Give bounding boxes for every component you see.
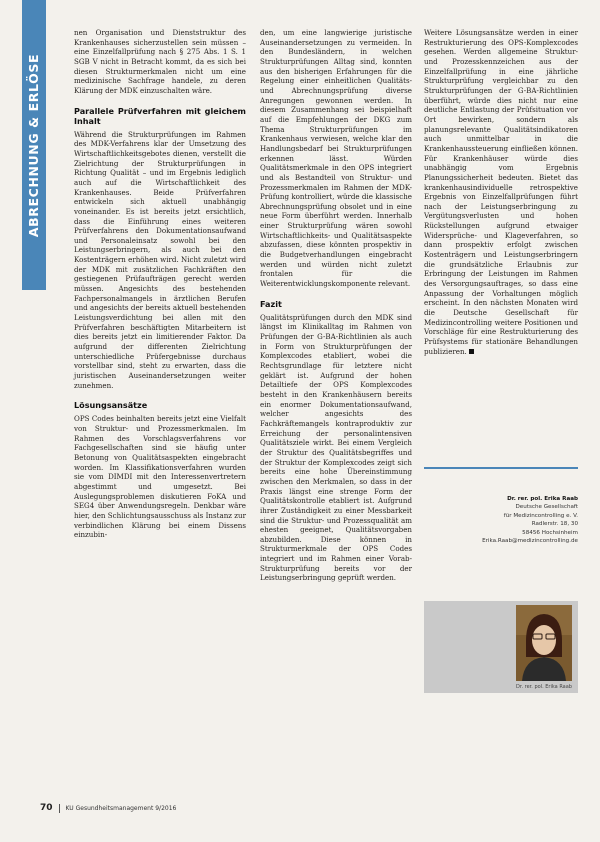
page-number: 70 (40, 803, 53, 813)
heading-parallel-procedures: Parallele Prüfverfahren mit gleichem Inhalt (74, 105, 246, 126)
paragraph (424, 28, 578, 356)
author-divider (424, 467, 578, 469)
paragraph: Während die Strukturprüfungen im Rahmen des MDK-Verfahrens klar der Umsetzung des Wirtschaftlichkeitsgebotes dienen, verstellt die Zielrichtung der Strukturprüfungen in Richtung Qualität – und im Ergebnis lediglich auch auf die Wirtschaftlichkeit des Krankenhauses. Beide Prüfverfahren entwickeln sich aktuell unabhängig voneinander. Es ist bereits jetzt ersichtlich, dass die Einführung eines weiteren Prüfverfahrens den Dokumentationsaufwand und Personaleinsatz sowohl bei den Leistungserbringern, als auch bei den Kostenträgern erhöhen wird. Nicht zuletzt wird der MDK mit zusätzlichen Fachkräften den gestiegenen Prüfaufträgen gerecht werden müssen. Angesichts des bestehenden Fachpersonalmangels in ärztlichen Berufen und angesichts der bereits aktuell bestehenden Leistungsverdichtung bei allen mit den Prüfverfahren beschäftigten Mitarbeitern ist dies bereits jetzt ein limitierender Faktor. Da aufgrund der differenten Zielrichtung unterschiedliche Prüfergebnisse durchaus vorstellbar sind, steht zu erwarten, dass die juristischen Auseinandersetzungen weiter zunehmen. (74, 129, 246, 390)
author-affiliation: Deutsche Gesellschaft (515, 504, 578, 511)
author-address: Radlerstr. 18, 30 (531, 521, 578, 528)
page-footer (40, 802, 176, 814)
section-label: ABRECHNUNG & ERLÖSE (26, 53, 42, 237)
author-name: Dr. rer. pol. Erika Raab (507, 496, 578, 502)
section-sidebar (22, 0, 46, 290)
heading-conclusion: Fazit (260, 298, 282, 309)
text-column-1 (74, 28, 246, 540)
publication-name: KU Gesundheitsmanagement 9/2016 (65, 804, 177, 812)
author-photo (516, 605, 572, 681)
author-block (424, 495, 578, 545)
author-email: Erika.Raab@medizincontrolling.de (482, 538, 578, 545)
article-end-mark-icon (469, 349, 474, 354)
photo-caption: Dr. rer. pol. Erika Raab (516, 684, 572, 690)
author-photo-box (424, 601, 578, 693)
text-column-2 (260, 28, 412, 583)
paragraph: den, um eine langwierige juristische Auseinandersetzungen zu vermeiden. In den Bundesländern, in welchen Strukturprüfungen Alltag sind, konnten aus den bisherigen Erfahrungen für die Regelung einer einheitlichen Qualitäts- und Abrechnungsprüfung diverse Anregungen gewonnen werden. In diesem Zusammenhang sei beispielhaft auf die Empfehlungen der DKG zum Thema Strukturprüfungen im Krankenhaus verwiesen, welche klar den Handlungsbedarf bei Strukturprüfungen erkennen lässt. Würden Qualitätsmerkmale in den OPS integriert und als Bestandteil von Struktur- und Prozessmerkmalen im Rahmen der MDK-Prüfung kontrolliert, würde die klassische Abrechnungsprüfung obsolet und in eine neue Form überführt werden. Innerhalb einer Strukturprüfung wären sowohl Wirtschaftlichkeits- und Qualitätsaspekte abzufassen, diese könnten prospektiv in die Budgetverhandlungen eingebracht werden und würden nicht zuletzt frontalen für die Weiterentwicklungskomponente relevant. (260, 28, 412, 289)
text-column-3 (424, 28, 578, 356)
intro-paragraph: nen Organisation und Dienststruktur des Krankenhauses sicherzustellen sein müssen – eine Einzelfallprüfung nach § 275 Abs. 1 S. 1 SGB V nicht in Betracht kommt, da es sich bei diesen Strukturmerkmalen nicht um eine medizinische Sachfrage handele, zu deren Klärung der MDK einzuschalten wäre. (74, 28, 246, 95)
heading-solutions: Lösungsansätze (74, 400, 148, 411)
paragraph-text: Weitere Lösungsansätze werden in einer Restrukturierung des OPS-Komplexcodes gesehen. Werden allgemeine Struktur- und Prozesskennzeichen aus der Einzelfallprüfung in eine jährliche Strukturprüfung vergleichbar zu den Strukturprüfungen der G-BA-Richtlinien überführt, würde dies nicht nur eine deutliche Entlastung der Prüfsituation vor Ort bewirken, sondern als planungsrelevante Qualitätsindikatoren auch unmittelbar in die Krankenhaussteuerung einfließen können. Für Krankenhäuser würde dies unabhängig vom Ergebnis Planungssicherheit bedeuten. Bietet das krankenhausindividuelle retrospektive Ergebnis von Einzelfallprüfungen führt nach der Leistungserbringung zu Vergütungsverlusten und hohen Rückstellungen aufgrund etwaiger Widersprüche- und Klageverfahren, so dann prospektiv erfolgt zwischen Kostenträgern und Leistungserbringern die grundsätzliche Erlaubnis zur Erbringung der Leistungen im Rahmen des Versorgungsauftrages, so dass eine Anpassung der Vorhaltungen möglich erscheint. In den nächsten Monaten wird die Deutsche Gesellschaft für Medizincontrolling weitere Positionen und Vorschläge für eine Restrukturierung des Prüfsystems für stationäre Behandlungen publizieren. (424, 28, 578, 356)
author-affiliation: für Medizincontrolling e. V. (503, 512, 578, 519)
author-address: 58456 Hochsinheim (522, 529, 578, 536)
paragraph: OPS Codes beinhalten bereits jetzt eine Vielfalt von Struktur- und Prozessmerkmalen. Im Rahmen des Vorschlagsverfahrens vor Fachgesellschaften sind sie häufig unter Betonung von Qualitätsaspekten eingebracht worden. Im Klassifikationsverfahren wurden sie vom DIMDI mit den Interessenvertretern abgestimmt und umgesetzt. Bei Auslegungsproblemen diskutieren FoKA und SEG4 über Anwendungsregeln. Denkbar wäre hier, den Schlichtungsausschuss als Instanz zur verbindlichen Klärung bei einem Dissens einzubin- (74, 414, 246, 540)
footer-separator (59, 804, 60, 813)
paragraph: Qualitätsprüfungen durch den MDK sind längst im Klinikalltag im Rahmen von Prüfungen der G-BA-Richtlinien als auch in Form von Strukturprüfungen der Komplexcodes etabliert, wobei die Rechtsgrundlage für letztere nicht geklärt ist. Aufgrund der hohen Detailtiefe der OPS Komplexcodes besteht in den Krankenhäusern bereits ein enormer Dokumentationsaufwand, welcher angesichts des Fachkräftemangels kontraproduktiv zur Erreichung der personalintensiven Qualitätsziele wirkt. Bei einem Vergleich der Struktur des Qualitätsbegriffes und der Struktur der Komplexcodes zeigt sich bereits eine hohe Übereinstimmung zwischen den Merkmalen, so dass in der Praxis längst eine strenge Form der Qualitätskontrolle etabliert ist. Aufgrund ihrer Zuständigkeit zu einer Messbarkeit sind die Struktur- und Prozessqualität am ehesten geeignet, Qualitätsvorgaben abzubilden. Diese können in Strukturmerkmale der OPS Codes integriert und im Rahmen einer Vorab-Strukturprüfung bereits vor der Leistungserbringung geprüft werden. (260, 312, 412, 583)
